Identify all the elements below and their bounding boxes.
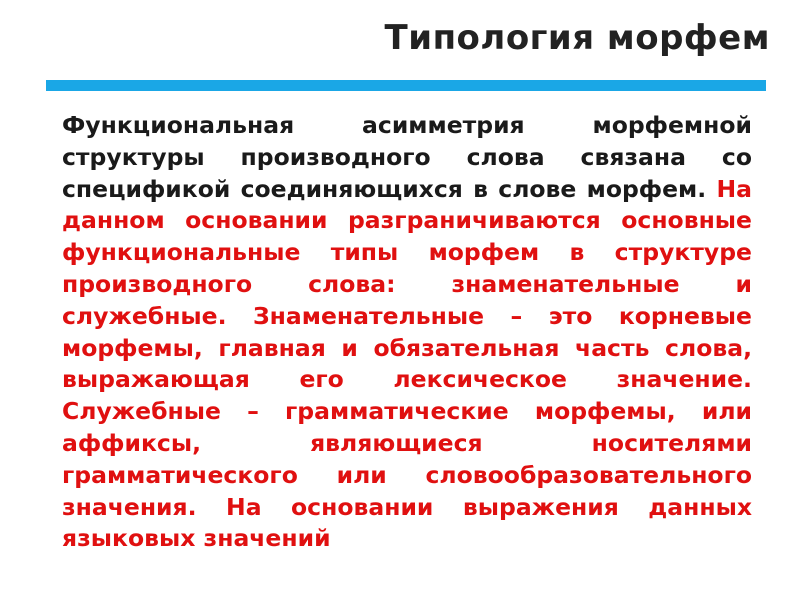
- body-paragraph: [62, 110, 752, 555]
- slide-title: Типология морфем: [384, 18, 770, 58]
- body-text-black: Функциональная асимметрия морфемной структуры производного слова связана со спецификой соединяющихся в слове морфем.: [62, 111, 752, 203]
- title-underline-bar: [46, 80, 766, 91]
- body-text-red: На данном основании разграничиваются основные функциональные типы морфем в структуре производного слова: знаменательные и служебные. Знаменательные – это корневые морфемы, главная и обязательная часть слова, выражающая его лексическое значение. Служебные – грамматические морфемы, или аффиксы, являющиеся носителями грамматического или словообразовательного значения. На основании выражения данных языковых значений: [62, 174, 753, 553]
